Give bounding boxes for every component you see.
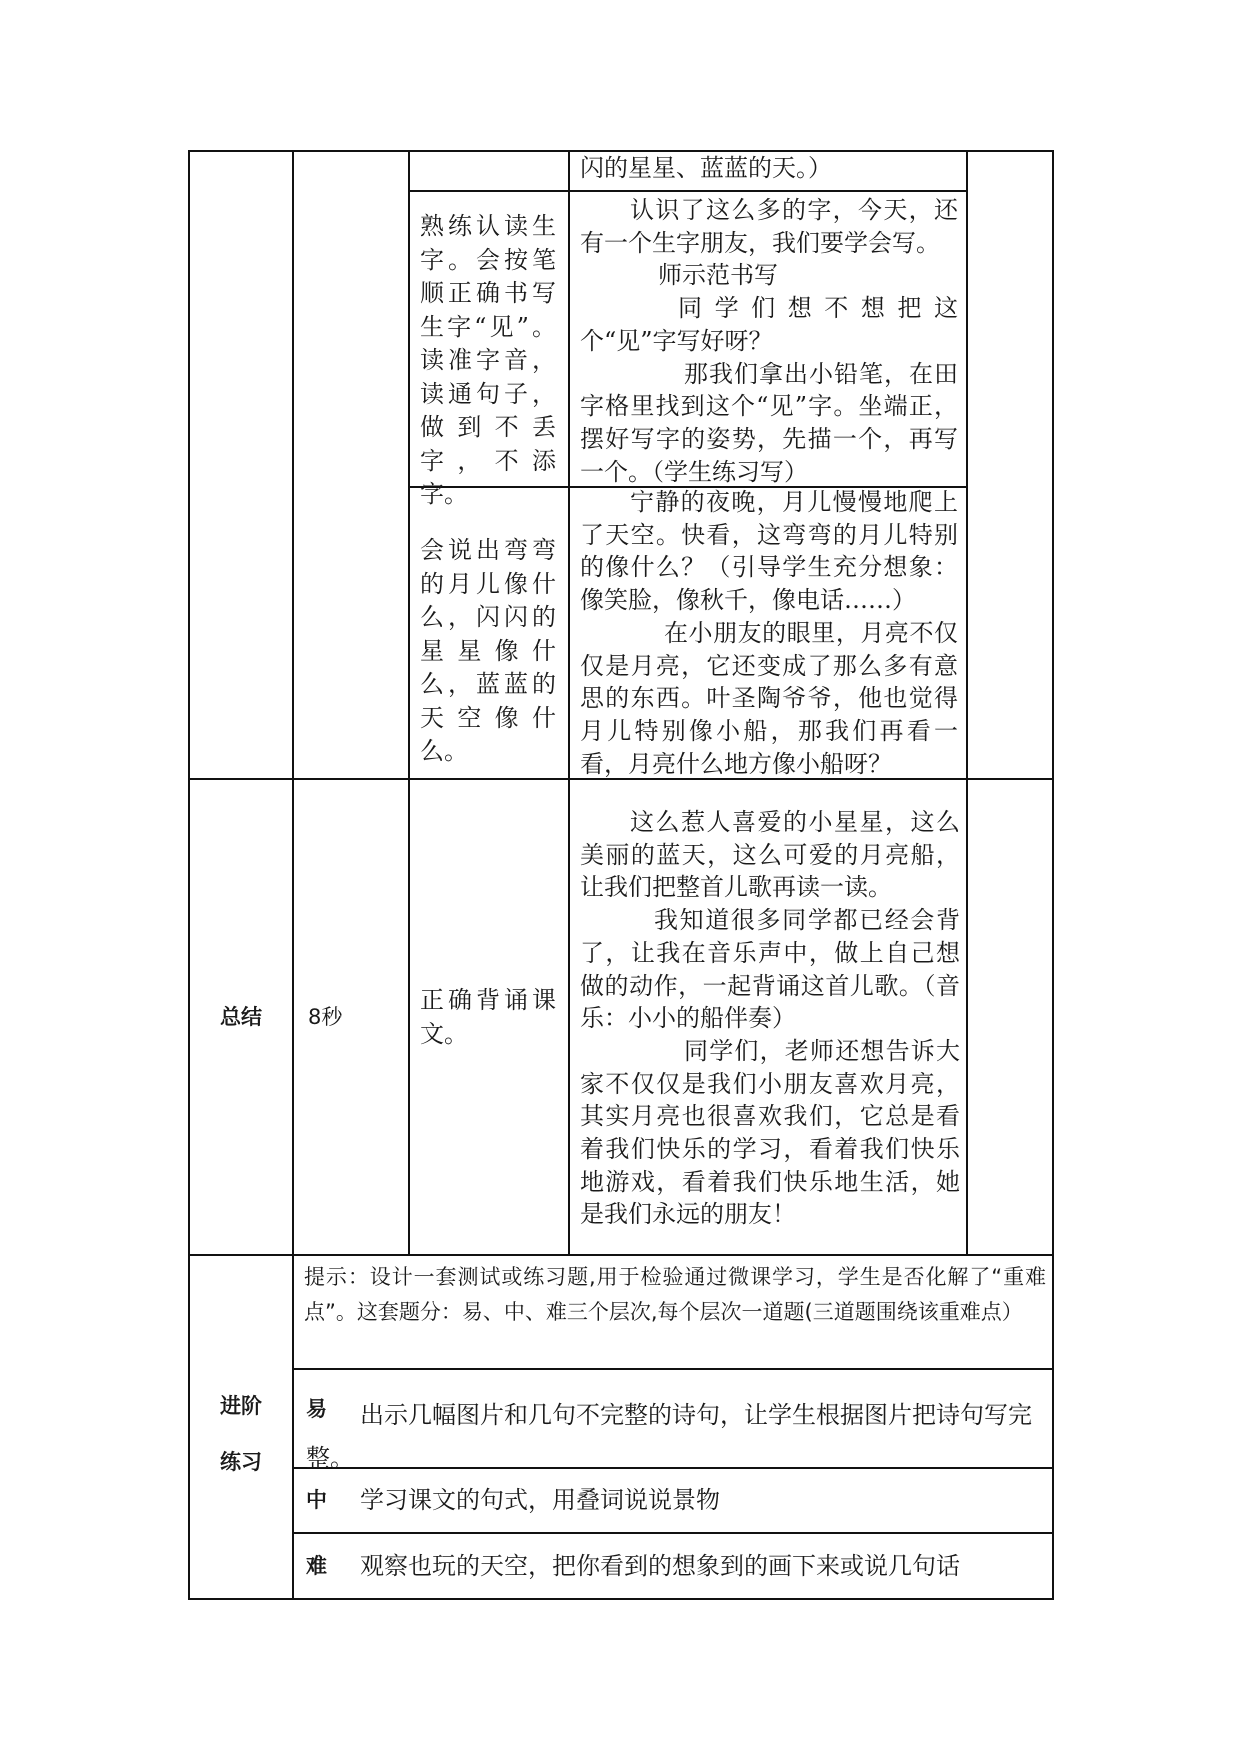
practice-hint: 提示：设计一套测试或练习题,用于检验通过微课学习，学生是否化解了“重难点”。这套题分：易、中、难三个层次,每个层次一道题(三道题围绕该重难点） (304, 1265, 1046, 1324)
practice-stage-label (190, 1378, 292, 1490)
easy-text (306, 1394, 1050, 1480)
writing-paragraph-3: 同学们想不想把这个“见”字写好呀？ (580, 294, 958, 355)
summary-goal (420, 984, 556, 1051)
imagination-content (580, 486, 958, 780)
summary-paragraph-1: 这么惹人喜爱的小星星，这么美丽的蓝天，这么可爱的月亮船，让我们把整首儿歌再读一读。 (580, 808, 960, 902)
col-sep-1 (292, 150, 294, 1600)
medium-label: 中 (306, 1488, 327, 1512)
imagination-goal-text: 会说出弯弯的月儿像什么，闪闪的星星像什么，蓝蓝的天空像什么。 (420, 536, 556, 765)
summary-goal-text: 正确背诵课文。 (420, 986, 556, 1048)
row-sep-7 (292, 1532, 1054, 1534)
row-sep-5 (292, 1368, 1054, 1370)
summary-content (580, 806, 960, 1231)
practice-stage-line2: 练习 (220, 1450, 262, 1474)
row-sep-1 (408, 190, 968, 192)
imagination-paragraph-1: 宁静的夜晚，月儿慢慢地爬上了天空。快看，这弯弯的月儿特别的像什么？（引导学生充分想象：像笑脸，像秋千，像电话……） (580, 488, 958, 615)
col-sep-4 (966, 150, 968, 1255)
continuation-content: 闪的星星、蓝蓝的天。） (580, 154, 832, 182)
easy-text-content: 出示几幅图片和几句不完整的诗句，让学生根据图片把诗句写完整。 (306, 1401, 1032, 1472)
summary-paragraph-3: 同学们，老师还想告诉大家不仅仅是我们小朋友喜欢月亮，其实月亮也很喜欢我们，它总是看着我们快乐的学习，看着我们快乐地游戏，看着我们快乐地生活，她是我们永远的朋友！ (580, 1036, 960, 1229)
table-right-border (1052, 150, 1054, 1600)
practice-stage-line1: 进阶 (220, 1394, 262, 1418)
hard-label: 难 (306, 1554, 327, 1578)
summary-time: 8秒 (308, 1005, 343, 1029)
summary-paragraph-2: 我知道很多同学都已经会背了，让我在音乐声中，做上自己想做的动作，一起背诵这首儿歌。（音乐：小小的船伴奏） (580, 906, 960, 1033)
imagination-goal (420, 534, 556, 769)
writing-paragraph-2: 师示范书写 (658, 261, 778, 290)
medium-text: 学习课文的句式，用叠词说说景物 (360, 1486, 720, 1514)
writing-goal-text: 熟练认读生字。会按笔顺正确书写生字“见”。读准字音，读通句子，做到不丢字，不添字。 (420, 212, 556, 508)
summary-stage-label: 总结 (220, 1005, 262, 1029)
writing-paragraph-1: 认识了这么多的字，今天，还有一个生字朋友，我们要学会写。 (580, 196, 958, 257)
row-sep-4 (188, 1254, 1054, 1256)
writing-goal (420, 210, 556, 512)
writing-content (580, 194, 958, 488)
easy-label: 易 (306, 1397, 327, 1421)
imagination-paragraph-2: 在小朋友的眼里，月亮不仅仅是月亮，它还变成了那么多有意思的东西。叶圣陶爷爷，他也觉得月儿特别像小船，那我们再看一看，月亮什么地方像小船呀？ (580, 618, 958, 778)
col-sep-3 (568, 150, 570, 1255)
table-bottom-border (188, 1598, 1054, 1600)
col-sep-2 (408, 150, 410, 1255)
writing-paragraph-4: 那我们拿出小铅笔，在田字格里找到这个“见”字。坐端正，摆好写字的姿势，先描一个，再写一个。（学生练习写） (580, 359, 958, 486)
hard-text: 观察也玩的天空，把你看到的想象到的画下来或说几句话 (360, 1552, 960, 1580)
